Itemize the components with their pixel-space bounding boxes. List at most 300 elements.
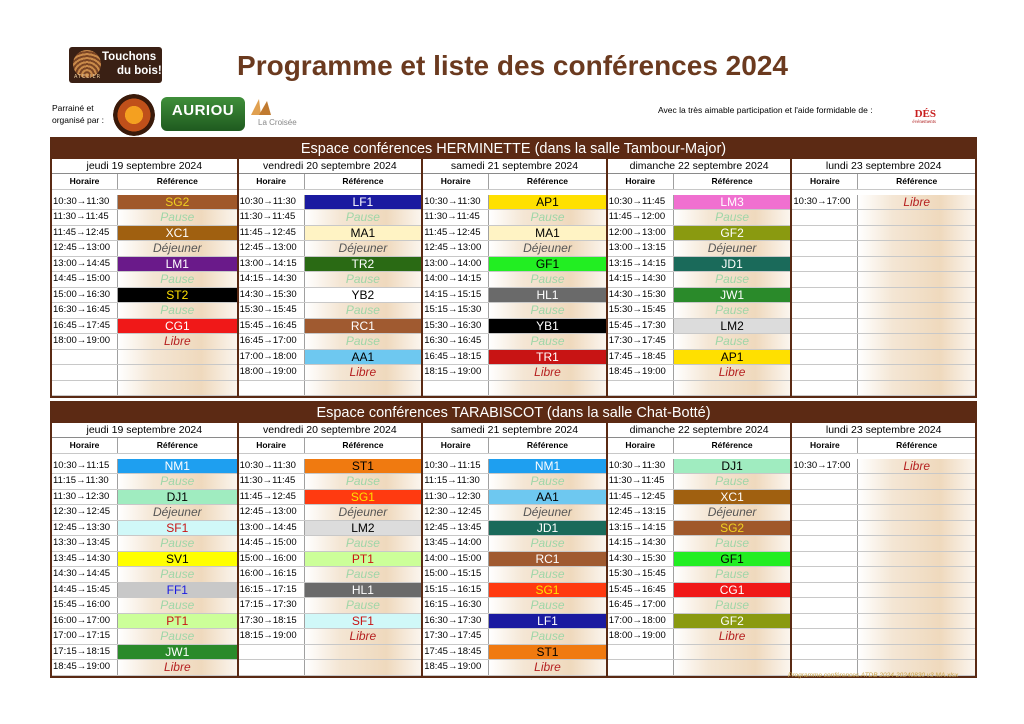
slot-time: 17:30→17:45 — [423, 629, 489, 644]
column-header-row — [423, 174, 606, 190]
day-name: lundi 23 septembre 2024 — [792, 423, 975, 438]
slot-reference: Pause — [489, 272, 606, 287]
slot-reference: Pause — [118, 474, 237, 489]
slot-reference: YB2 — [305, 288, 422, 303]
header-horaire: Horaire — [608, 174, 674, 189]
header-reference: Référence — [711, 440, 753, 450]
days-grid — [52, 423, 975, 676]
slot-time: 18:45→19:00 — [608, 365, 674, 380]
slot-time: 15:30→15:45 — [239, 303, 305, 318]
schedule-row — [608, 210, 791, 226]
empty-row — [52, 350, 237, 366]
day-column — [790, 159, 975, 396]
sponsor-label: Parrainé et organisé par : — [52, 103, 104, 125]
schedule-row — [52, 474, 237, 490]
slot-time: 18:15→19:00 — [239, 629, 305, 644]
schedule-row — [239, 226, 422, 242]
slot-reference: JD1 — [674, 257, 791, 272]
slot-time — [792, 381, 858, 396]
slot-reference — [858, 272, 975, 287]
schedule-row — [608, 536, 791, 552]
slot-reference: HL1 — [305, 583, 422, 598]
slot-reference: YB1 — [489, 319, 606, 334]
slot-reference: Déjeuner — [674, 241, 791, 256]
schedule-row — [608, 521, 791, 537]
slot-reference: LM2 — [305, 521, 422, 536]
slot-reference: ST2 — [118, 288, 237, 303]
slot-reference: Pause — [674, 567, 791, 582]
slot-time: 13:30→13:45 — [52, 536, 118, 551]
slot-time: 16:30→16:45 — [423, 334, 489, 349]
schedule-row — [423, 226, 606, 242]
slot-reference: SV1 — [118, 552, 237, 567]
slot-time — [792, 334, 858, 349]
schedule-row — [239, 629, 422, 645]
header-horaire: Horaire — [423, 174, 489, 189]
slot-time: 12:30→12:45 — [52, 505, 118, 520]
schedule-row — [52, 645, 237, 661]
slot-reference: Pause — [674, 598, 791, 613]
header-reference: Référence — [526, 176, 569, 186]
schedule-row — [239, 195, 422, 211]
slot-time: 18:00→19:00 — [239, 365, 305, 380]
slot-reference: Libre — [858, 459, 975, 474]
slot-time: 15:30→16:30 — [423, 319, 489, 334]
empty-row — [792, 334, 975, 350]
slot-time: 10:30→11:30 — [423, 195, 489, 210]
slot-time: 12:45→13:00 — [239, 505, 305, 520]
slot-time: 14:15→15:15 — [423, 288, 489, 303]
column-header-row — [792, 438, 975, 454]
slot-time: 15:45→16:45 — [608, 583, 674, 598]
empty-row — [792, 474, 975, 490]
logo-line2: du bois! — [117, 65, 162, 77]
schedule-row — [608, 257, 791, 273]
schedule-row — [423, 474, 606, 490]
slot-reference: Pause — [674, 334, 791, 349]
slot-reference: Pause — [489, 567, 606, 582]
schedule-row — [423, 567, 606, 583]
schedule-row — [52, 567, 237, 583]
empty-row — [792, 319, 975, 335]
la-croisee-name: La Croisée — [258, 118, 297, 127]
column-header-row — [608, 438, 791, 454]
empty-row — [792, 257, 975, 273]
day-column — [52, 159, 237, 396]
schedule-row — [423, 660, 606, 676]
slot-reference — [489, 381, 606, 396]
slot-time — [792, 536, 858, 551]
partner-label: Avec la très aimable participation et l'aide formidable de : — [658, 105, 873, 115]
slot-time — [52, 350, 118, 365]
slot-reference: Pause — [305, 303, 422, 318]
schedule-row — [423, 490, 606, 506]
day-column — [606, 159, 791, 396]
section-tarabiscot — [50, 401, 977, 678]
slot-time — [792, 505, 858, 520]
slot-reference — [674, 660, 791, 675]
slot-time: 16:15→16:30 — [423, 598, 489, 613]
slot-time — [608, 381, 674, 396]
slot-reference — [858, 490, 975, 505]
slot-reference: CG1 — [118, 319, 237, 334]
day-column — [237, 159, 422, 396]
schedule-row — [608, 272, 791, 288]
empty-row — [792, 598, 975, 614]
schedule-row — [239, 303, 422, 319]
slot-reference: LF1 — [489, 614, 606, 629]
slot-reference — [305, 381, 422, 396]
slot-time: 15:45→16:45 — [239, 319, 305, 334]
empty-row — [792, 381, 975, 397]
slot-time: 11:45→12:45 — [423, 226, 489, 241]
empty-row — [792, 536, 975, 552]
slot-time: 13:15→14:15 — [608, 521, 674, 536]
empty-row — [792, 521, 975, 537]
header-horaire: Horaire — [52, 174, 118, 189]
day-column — [421, 423, 606, 676]
slot-time: 11:30→11:45 — [239, 210, 305, 225]
slot-time: 12:45→13:45 — [423, 521, 489, 536]
schedule-row — [52, 536, 237, 552]
slot-reference — [118, 350, 237, 365]
slot-reference: Libre — [489, 365, 606, 380]
day-name: dimanche 22 septembre 2024 — [608, 159, 791, 174]
slot-reference: DJ1 — [674, 459, 791, 474]
slot-reference: Pause — [489, 474, 606, 489]
day-column — [421, 159, 606, 396]
slot-time: 16:00→17:00 — [52, 614, 118, 629]
empty-row — [792, 645, 975, 661]
slot-reference: RC1 — [489, 552, 606, 567]
slot-time: 13:00→14:45 — [52, 257, 118, 272]
slot-time: 14:30→15:30 — [608, 552, 674, 567]
schedule-row — [239, 536, 422, 552]
slot-reference: GF2 — [674, 226, 791, 241]
day-name: jeudi 19 septembre 2024 — [52, 423, 237, 438]
empty-row — [792, 552, 975, 568]
schedule-row — [52, 334, 237, 350]
slot-time: 13:00→14:00 — [423, 257, 489, 272]
slot-reference: AA1 — [489, 490, 606, 505]
schedule-row — [792, 195, 975, 211]
header-horaire: Horaire — [239, 174, 305, 189]
schedule-row — [608, 195, 791, 211]
des-name: DÉS — [914, 108, 936, 120]
column-header-row — [239, 438, 422, 454]
slot-time — [792, 350, 858, 365]
schedule-row — [52, 660, 237, 676]
slot-reference: Pause — [674, 210, 791, 225]
slot-time: 13:15→14:15 — [608, 257, 674, 272]
schedule-row — [239, 350, 422, 366]
slot-time: 15:30→15:45 — [608, 303, 674, 318]
schedule-row — [52, 459, 237, 475]
column-header-row — [52, 174, 237, 190]
slot-reference: Pause — [305, 598, 422, 613]
schedule-row — [608, 241, 791, 257]
slot-reference: LF1 — [305, 195, 422, 210]
schedule-row — [239, 241, 422, 257]
slot-reference — [858, 629, 975, 644]
slot-time: 11:45→12:00 — [608, 210, 674, 225]
slot-time — [52, 381, 118, 396]
schedule-row — [239, 552, 422, 568]
schedule-row — [239, 459, 422, 475]
slot-reference: Pause — [118, 303, 237, 318]
day-name: samedi 21 septembre 2024 — [423, 423, 606, 438]
days-grid — [52, 159, 975, 396]
slot-reference: SG2 — [118, 195, 237, 210]
auriou-name: AURIOU — [171, 102, 235, 119]
slot-time: 15:15→16:15 — [423, 583, 489, 598]
slot-reference: SG2 — [674, 521, 791, 536]
slot-time: 11:30→11:45 — [423, 210, 489, 225]
schedule-row — [52, 210, 237, 226]
schedule-row — [608, 567, 791, 583]
slot-time: 17:30→17:45 — [608, 334, 674, 349]
schedule-row — [423, 536, 606, 552]
empty-row — [792, 583, 975, 599]
slot-time: 14:45→15:00 — [239, 536, 305, 551]
slot-time — [792, 521, 858, 536]
slot-reference: XC1 — [118, 226, 237, 241]
slot-reference: Pause — [118, 210, 237, 225]
header-horaire: Horaire — [423, 438, 489, 453]
page-title: Programme et liste des conférences 2024 — [237, 50, 788, 81]
slot-time: 17:45→18:45 — [608, 350, 674, 365]
slot-time: 11:30→11:45 — [239, 474, 305, 489]
slot-time: 16:45→18:15 — [423, 350, 489, 365]
slot-time: 14:30→15:30 — [239, 288, 305, 303]
empty-row — [792, 210, 975, 226]
slot-reference — [858, 241, 975, 256]
slot-reference — [858, 226, 975, 241]
schedule-row — [52, 552, 237, 568]
slot-time: 14:15→14:30 — [608, 272, 674, 287]
schedule-row — [239, 257, 422, 273]
slot-reference: Pause — [489, 334, 606, 349]
schedule-row — [239, 505, 422, 521]
slot-time: 13:45→14:30 — [52, 552, 118, 567]
slot-time: 16:30→16:45 — [52, 303, 118, 318]
slot-time: 14:00→14:15 — [423, 272, 489, 287]
day-name: dimanche 22 septembre 2024 — [608, 423, 791, 438]
slot-time: 16:45→17:00 — [239, 334, 305, 349]
schedule-row — [52, 614, 237, 630]
column-header-row — [239, 174, 422, 190]
schedule-row — [792, 459, 975, 475]
slot-reference: JW1 — [674, 288, 791, 303]
slot-time — [792, 490, 858, 505]
schedule-row — [423, 505, 606, 521]
slot-time — [792, 241, 858, 256]
slot-time: 18:00→19:00 — [52, 334, 118, 349]
schedule-row — [423, 521, 606, 537]
empty-row — [792, 365, 975, 381]
schedule-row — [52, 226, 237, 242]
empty-row — [792, 629, 975, 645]
slot-time: 11:15→11:30 — [423, 474, 489, 489]
schedule-row — [608, 303, 791, 319]
slot-reference: Pause — [118, 272, 237, 287]
slot-reference: RC1 — [305, 319, 422, 334]
slot-reference — [858, 210, 975, 225]
slot-reference: Pause — [489, 629, 606, 644]
schedule-row — [239, 598, 422, 614]
slot-reference — [858, 505, 975, 520]
empty-row — [52, 365, 237, 381]
slot-reference: AP1 — [489, 195, 606, 210]
day-column — [52, 423, 237, 676]
slot-time — [792, 474, 858, 489]
empty-row — [792, 288, 975, 304]
slot-reference: Libre — [674, 629, 791, 644]
slot-time: 14:15→14:30 — [608, 536, 674, 551]
slot-reference: Pause — [118, 567, 237, 582]
slot-reference: PT1 — [305, 552, 422, 567]
schedule-row — [52, 319, 237, 335]
slot-time: 10:30→11:45 — [608, 195, 674, 210]
slot-time — [792, 226, 858, 241]
slot-reference: LM3 — [674, 195, 791, 210]
slot-reference: Pause — [305, 536, 422, 551]
slot-time: 10:30→11:30 — [239, 459, 305, 474]
slot-time: 13:45→14:00 — [423, 536, 489, 551]
slot-reference: Pause — [674, 303, 791, 318]
section-herminette — [50, 137, 977, 398]
slot-time — [792, 288, 858, 303]
slot-time: 15:45→16:00 — [52, 598, 118, 613]
slot-time: 13:00→14:45 — [239, 521, 305, 536]
day-name: lundi 23 septembre 2024 — [792, 159, 975, 174]
slot-reference — [858, 474, 975, 489]
schedule-row — [423, 272, 606, 288]
slot-time: 14:15→14:30 — [239, 272, 305, 287]
schedule-row — [608, 614, 791, 630]
empty-row — [608, 660, 791, 676]
empty-row — [792, 505, 975, 521]
slot-reference: Pause — [489, 536, 606, 551]
slot-reference: Déjeuner — [489, 505, 606, 520]
slot-reference: SF1 — [118, 521, 237, 536]
schedule-row — [239, 365, 422, 381]
empty-row — [792, 226, 975, 242]
slot-time: 17:15→18:15 — [52, 645, 118, 660]
schedule-row — [608, 288, 791, 304]
slot-reference: Pause — [305, 210, 422, 225]
slot-time — [792, 645, 858, 660]
slot-time: 13:00→13:15 — [608, 241, 674, 256]
schedule-row — [608, 350, 791, 366]
slot-reference: AP1 — [674, 350, 791, 365]
logo-small: ATELIER — [74, 74, 102, 80]
logo-line1: Touchons — [102, 51, 157, 63]
header-horaire: Horaire — [792, 438, 858, 453]
schedule-row — [239, 272, 422, 288]
slot-reference — [305, 660, 422, 675]
slot-time: 14:00→15:00 — [423, 552, 489, 567]
slot-time: 14:30→15:30 — [608, 288, 674, 303]
slot-reference: Pause — [674, 536, 791, 551]
empty-row — [52, 381, 237, 397]
slot-time — [239, 381, 305, 396]
slot-time: 11:45→12:45 — [239, 226, 305, 241]
slot-reference: NM1 — [118, 459, 237, 474]
slot-reference: LM2 — [674, 319, 791, 334]
slot-time: 17:00→18:00 — [608, 614, 674, 629]
slot-time: 11:30→11:45 — [52, 210, 118, 225]
slot-reference — [858, 614, 975, 629]
schedule-row — [52, 490, 237, 506]
schedule-row — [52, 629, 237, 645]
slot-reference: Déjeuner — [305, 241, 422, 256]
schedule-row — [423, 350, 606, 366]
schedule-row — [423, 365, 606, 381]
slot-reference: TR2 — [305, 257, 422, 272]
slot-time: 12:00→13:00 — [608, 226, 674, 241]
schedule-row — [52, 241, 237, 257]
schedule-row — [52, 583, 237, 599]
slot-time: 12:45→13:30 — [52, 521, 118, 536]
schedule-row — [52, 598, 237, 614]
schedule-row — [608, 474, 791, 490]
schedule-row — [52, 288, 237, 304]
slot-reference: Déjeuner — [674, 505, 791, 520]
day-column — [606, 423, 791, 676]
slot-reference: Libre — [118, 660, 237, 675]
touchons-du-bois-logo — [69, 47, 162, 83]
slot-reference: Libre — [489, 660, 606, 675]
column-header-row — [608, 174, 791, 190]
slot-reference: HL1 — [489, 288, 606, 303]
schedule-row — [423, 241, 606, 257]
slot-time: 15:00→16:00 — [239, 552, 305, 567]
slot-reference: Libre — [305, 629, 422, 644]
schedule-row — [423, 629, 606, 645]
schedule-row — [608, 459, 791, 475]
slot-time — [52, 365, 118, 380]
slot-time: 18:15→19:00 — [423, 365, 489, 380]
slot-time: 11:45→12:45 — [52, 226, 118, 241]
slot-time: 12:45→13:00 — [239, 241, 305, 256]
slot-time: 14:30→14:45 — [52, 567, 118, 582]
header-reference: Référence — [896, 176, 938, 186]
slot-reference: Pause — [305, 567, 422, 582]
slot-time: 18:45→19:00 — [423, 660, 489, 675]
slot-reference: JW1 — [118, 645, 237, 660]
slot-time — [792, 583, 858, 598]
slot-time — [608, 660, 674, 675]
slot-reference: SG1 — [305, 490, 422, 505]
slot-reference — [858, 598, 975, 613]
schedule-row — [52, 303, 237, 319]
day-column — [790, 423, 975, 676]
slot-time — [423, 381, 489, 396]
slot-time: 13:00→14:15 — [239, 257, 305, 272]
schedule-row — [608, 490, 791, 506]
schedule-row — [423, 598, 606, 614]
slot-reference: SG1 — [489, 583, 606, 598]
schedule-row — [239, 583, 422, 599]
slot-reference — [858, 552, 975, 567]
day-column — [237, 423, 422, 676]
header-reference: Référence — [896, 440, 938, 450]
slot-time: 12:45→13:00 — [423, 241, 489, 256]
empty-row — [792, 241, 975, 257]
empty-row — [239, 645, 422, 661]
slot-reference: Déjeuner — [118, 241, 237, 256]
